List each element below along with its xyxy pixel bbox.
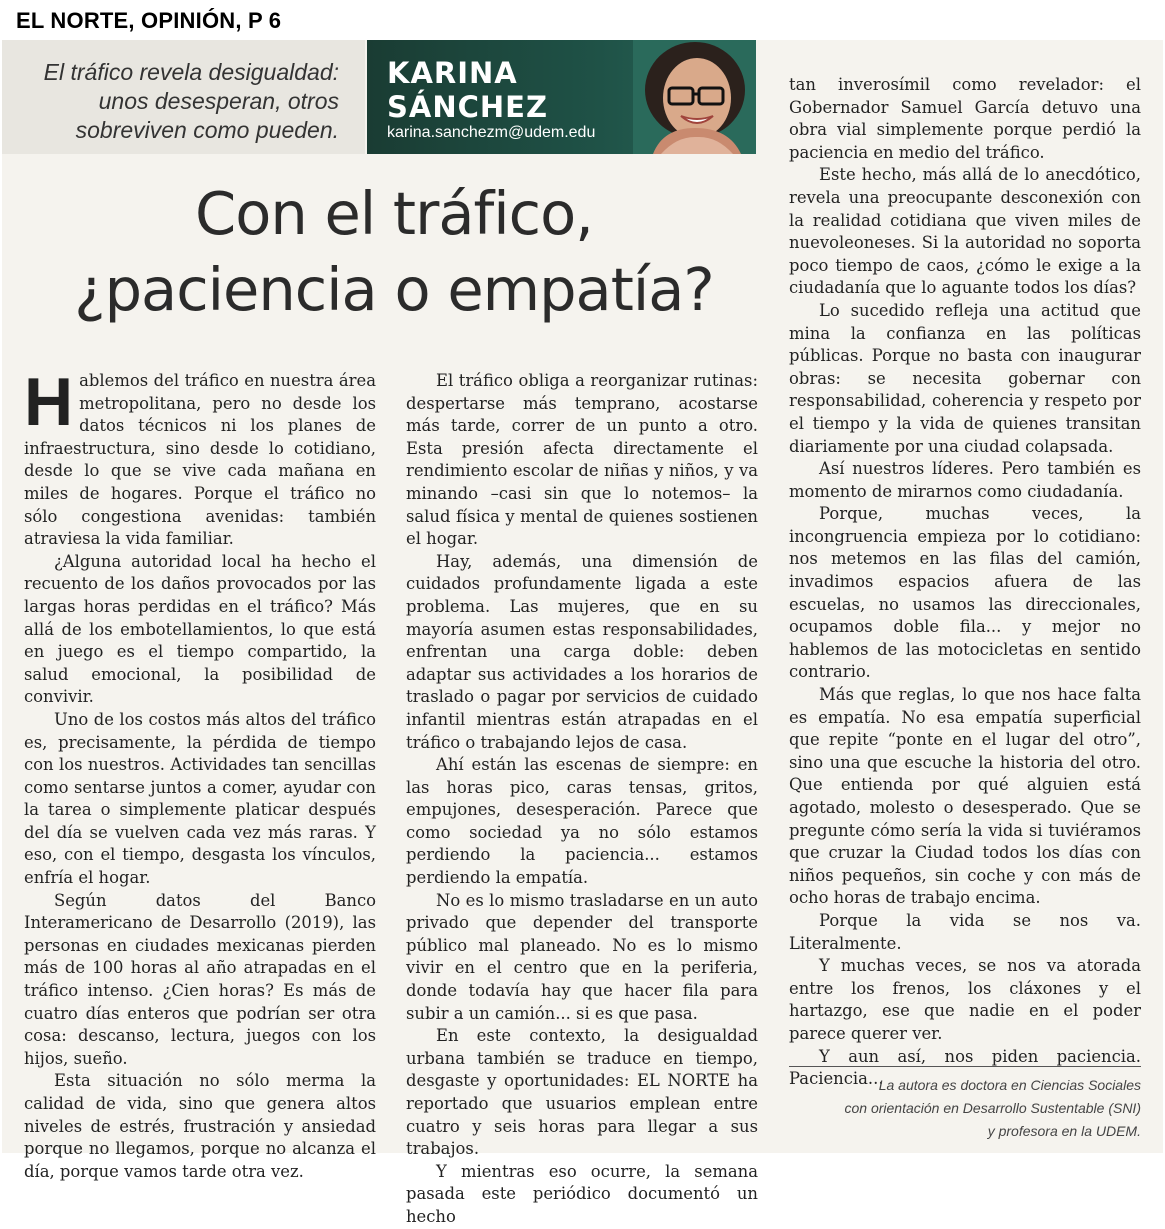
paragraph-9: No es lo mismo trasladarse en un auto privado que depender del transporte público mal planeado. No es lo mismo vivir en el centro que en la periferia, donde todavía hay que hacer fila para subir a un camión... si es que pasa.	[406, 890, 758, 1023]
bio-divider	[789, 1066, 1141, 1067]
paragraph-6: El tráfico obliga a reorganizar rutinas: despertarse más temprano, acostarse más tarde, correr de un punto a otro. Esta presión afecta directamente el rendimiento escolar de niñas y niños, y va minando –casi sin que lo notemos– la salud física y mental de quienes sostienen el hogar.	[406, 371, 758, 549]
tagline-box	[2, 40, 365, 154]
paragraph-19: Y aun así, nos piden paciencia. Paciencia...	[789, 1046, 1141, 1089]
article-column-1	[24, 364, 376, 1183]
tagline-text: El tráfico revela desigualdad: unos desesperan, otros sobreviven como pueden.	[43, 59, 339, 143]
author-bio	[789, 1074, 1141, 1143]
headline-line2: ¿paciencia o empatía?	[74, 255, 714, 324]
bio-line-2: con orientación en Desarrollo Sustentable (SNI)	[844, 1100, 1141, 1116]
paragraph-16: Más que reglas, lo que nos hace falta es empatía. No esa empatía superficial que repite “ponte en el lugar del otro”, sino una que escuche la historia del otro. Que entienda por qué alguien está agotado, molesto o desesperado. Que se pregunte cómo sería la vida si tuviéramos que cruzar la Ciudad todos los días con niños pequeños, sin coche y con más de ocho horas de trabajo encima.	[789, 685, 1141, 908]
paragraph-2: ¿Alguna autoridad local ha hecho el recuento de los daños provocados por las largas horas perdidas en el tráfico? Más allá de los embotellamientos, lo que está en juego es el tiempo compartido, la salud emocional, la posibilidad de convivir.	[24, 551, 376, 707]
article-column-2	[406, 370, 758, 1229]
paragraph-13: Lo sucedido refleja una actitud que mina la confianza en las políticas públicas. Porque no basta con inaugurar obras: se necesita gobernar con responsabilidad, coherencia y respeto por el tiempo y la vida de quienes transitan diariamente por una ciudad colapsada.	[789, 300, 1141, 456]
author-email: karina.sanchezm@udem.edu	[387, 124, 596, 141]
paragraph-8: Ahí están las escenas de siempre: en las horas pico, caras tensas, gritos, empujones, desesperación. Parece que como sociedad ya no sólo estamos perdiendo la paciencia... estamos perdiendo la empatía.	[406, 755, 758, 888]
article-headline	[24, 176, 764, 328]
paragraph-3: Uno de los costos más altos del tráfico es, precisamente, la pérdida de tiempo con los nuestros. Actividades tan sencillas como sentarse juntos a comer, ayudar con la tarea o simplemente platicar después del día se vuelven cada vez más raras. Y eso, con el tiempo, desgasta los vínculos, enfría el hogar.	[24, 709, 376, 888]
paragraph-15: Porque, muchas veces, la incongruencia empieza por lo cotidiano: nos metemos en las filas del camión, invadimos espacios afuera de las escuelas, no usamos las direccionales, ocupamos doble fila... y mejor no hablemos de las motocicletas en sentido contrario.	[789, 504, 1141, 682]
paragraph-4: Según datos del Banco Interamericano de Desarrollo (2019), las personas en ciudades mexicanas pierden más de 100 horas al año atrapadas en el tráfico intenso. ¿Cien horas? Es más de cuatro días enteros que podrían ser otra cosa: descanso, lectura, juegos con los hijos, sueño.	[24, 890, 376, 1068]
paragraph-1-text: ablemos del tráfico en nuestra área metropolitana, pero no desde los datos técnicos ni los planes de infraestructura, sino desde lo cotidiano, desde lo que se vive cada mañana en miles de hogares. Porque el tráfico no sólo congestiona avenidas: también atraviesa la vida familiar.	[24, 371, 376, 549]
drop-cap: H	[24, 364, 74, 440]
paragraph-7: Hay, además, una dimensión de cuidados profundamente ligada a este problema. Las mujeres, que en su mayoría asumen estas responsabilidades, enfrentan una carga doble: deben adaptar sus actividades a los horarios de traslado o pagar por servicios de cuidado infantil mientras están atrapadas en el tráfico o trabajando lejos de casa.	[406, 551, 758, 752]
paragraph-5: Esta situación no sólo merma la calidad de vida, sino que genera altos niveles de estrés, frustración y ansiedad porque no llegamos, porque no alcanza el día, porque vamos tarde otra vez.	[24, 1071, 376, 1181]
headline-line1: Con el tráfico,	[195, 179, 593, 248]
publication-source: EL NORTE, OPINIÓN, P 6	[16, 8, 282, 33]
author-name-line2: SÁNCHEZ	[387, 90, 548, 124]
paragraph-10: En este contexto, la desigualdad urbana también se traduce en tiempo, desgaste y oportunidades: EL NORTE ha reportado que usuarios emplean entre cuatro y seis horas para llegar a sus trabajos.	[406, 1026, 758, 1159]
paragraph-14: Así nuestros líderes. Pero también es momento de mirarnos como ciudadanía.	[789, 459, 1141, 501]
paragraph-11-end: tan inverosímil como revelador: el Gobernador Samuel García detuvo una obra vial simplemente porque perdió la paciencia en medio del tráfico.	[789, 75, 1141, 162]
paragraph-18: Y muchas veces, se nos va atorada entre los frenos, los cláxones y el hartazgo, ese que nadie en el poder parece querer ver.	[789, 956, 1141, 1043]
author-banner	[367, 40, 756, 154]
paragraph-11-start: Y mientras eso ocurre, la semana pasada este periódico documentó un hecho	[406, 1161, 758, 1226]
author-name-line1: KARINA	[387, 56, 518, 90]
article-column-3	[789, 74, 1141, 1091]
paragraph-1	[24, 364, 376, 551]
paragraph-17: Porque la vida se nos va. Literalmente.	[789, 910, 1141, 953]
bio-line-1: La autora es doctora en Ciencias Sociales	[878, 1077, 1141, 1093]
bio-line-3: y profesora en la UDEM.	[987, 1123, 1141, 1139]
author-portrait	[633, 40, 756, 154]
paragraph-12: Este hecho, más allá de lo anecdótico, revela una preocupante desconexión con la realidad cotidiana que viven miles de nuevoleoneses. Si la autoridad no soporta poco tiempo de caos, ¿cómo le exige a la ciudadanía que lo aguante todos los días?	[789, 165, 1141, 298]
author-name	[387, 56, 548, 124]
